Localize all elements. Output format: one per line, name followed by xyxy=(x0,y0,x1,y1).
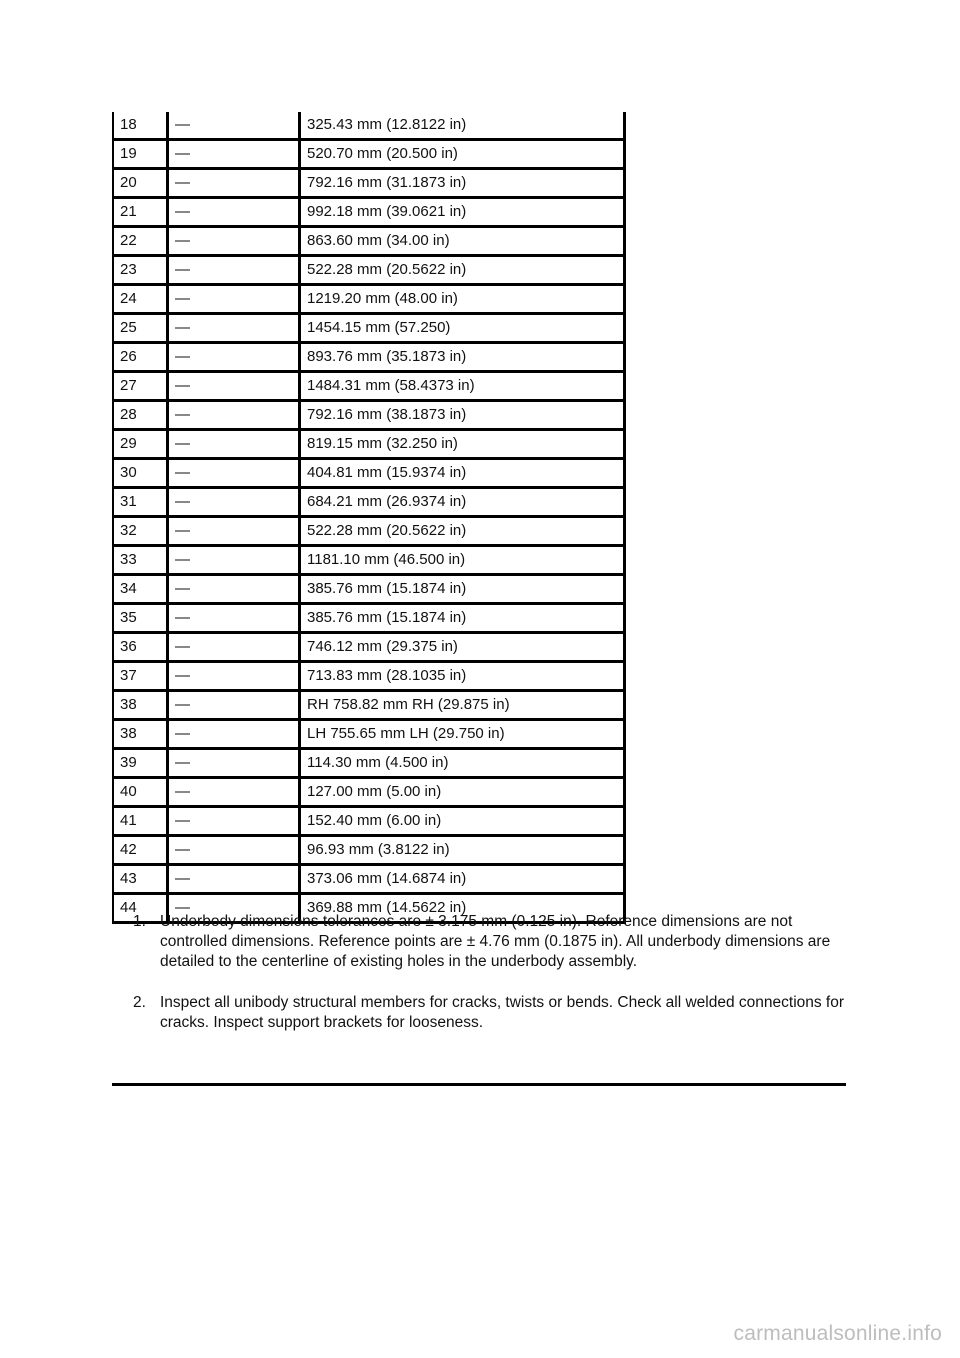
dimension-value-cell: RH 758.82 mm RH (29.875 in) xyxy=(300,691,625,720)
row-number-cell: 26 xyxy=(113,343,168,372)
table-row xyxy=(113,604,625,633)
dash-cell: — xyxy=(168,720,300,749)
dimension-value-cell: 819.15 mm (32.250 in) xyxy=(300,430,625,459)
table-row xyxy=(113,517,625,546)
row-number-cell: 38 xyxy=(113,720,168,749)
row-number-cell: 39 xyxy=(113,749,168,778)
dash-cell: — xyxy=(168,517,300,546)
dimension-value-cell: 792.16 mm (31.1873 in) xyxy=(300,169,625,198)
row-number-cell: 37 xyxy=(113,662,168,691)
table-row xyxy=(113,575,625,604)
row-number-cell: 20 xyxy=(113,169,168,198)
dimension-value-cell: 404.81 mm (15.9374 in) xyxy=(300,459,625,488)
row-number-cell: 25 xyxy=(113,314,168,343)
dash-cell: — xyxy=(168,749,300,778)
dimension-value-cell: 96.93 mm (3.8122 in) xyxy=(300,836,625,865)
row-number-cell: 27 xyxy=(113,372,168,401)
dash-cell: — xyxy=(168,343,300,372)
row-number-cell: 41 xyxy=(113,807,168,836)
dash-cell: — xyxy=(168,169,300,198)
table-row xyxy=(113,865,625,894)
dimension-value-cell: 325.43 mm (12.8122 in) xyxy=(300,112,625,140)
row-number-cell: 19 xyxy=(113,140,168,169)
dimension-value-cell: 373.06 mm (14.6874 in) xyxy=(300,865,625,894)
dimension-value-cell: 1454.15 mm (57.250) xyxy=(300,314,625,343)
dimension-value-cell: 992.18 mm (39.0621 in) xyxy=(300,198,625,227)
dash-cell: — xyxy=(168,575,300,604)
dash-cell: — xyxy=(168,314,300,343)
row-number-cell: 31 xyxy=(113,488,168,517)
dash-cell: — xyxy=(168,401,300,430)
dash-cell: — xyxy=(168,140,300,169)
row-number-cell: 23 xyxy=(113,256,168,285)
row-number-cell: 22 xyxy=(113,227,168,256)
table-row xyxy=(113,459,625,488)
row-number-cell: 28 xyxy=(113,401,168,430)
row-number-cell: 35 xyxy=(113,604,168,633)
dimension-value-cell: 127.00 mm (5.00 in) xyxy=(300,778,625,807)
row-number-cell: 44 xyxy=(113,894,168,923)
dimension-value-cell: 863.60 mm (34.00 in) xyxy=(300,227,625,256)
dimension-value-cell: 520.70 mm (20.500 in) xyxy=(300,140,625,169)
note-text: Underbody dimensions tolerances are ± 3.175 mm (0.125 in). Reference dimensions are not controlled dimensions. Reference points are ± 4.76 mm (0.1875 in). All underbody dimensions are detailed to the centerline of existing holes in the underbody assembly. xyxy=(160,913,831,970)
dash-cell: — xyxy=(168,488,300,517)
table-row xyxy=(113,314,625,343)
row-number-cell: 36 xyxy=(113,633,168,662)
dimension-value-cell: 152.40 mm (6.00 in) xyxy=(300,807,625,836)
dimension-value-cell: 114.30 mm (4.500 in) xyxy=(300,749,625,778)
table-row xyxy=(113,546,625,575)
row-number-cell: 42 xyxy=(113,836,168,865)
table-row xyxy=(113,112,625,140)
dash-cell: — xyxy=(168,198,300,227)
note-text: Inspect all unibody structural members for cracks, twists or bends. Check all welded connections for cracks. Inspect support brackets for looseness. xyxy=(160,994,845,1031)
dash-cell: — xyxy=(168,807,300,836)
table-row xyxy=(113,633,625,662)
row-number-cell: 40 xyxy=(113,778,168,807)
notes-list xyxy=(133,912,848,1054)
row-number-cell: 34 xyxy=(113,575,168,604)
table-row xyxy=(113,662,625,691)
dimension-value-cell: 792.16 mm (38.1873 in) xyxy=(300,401,625,430)
dimension-table xyxy=(112,112,626,924)
dimension-value-cell: 369.88 mm (14.5622 in) xyxy=(300,894,625,923)
dash-cell: — xyxy=(168,285,300,314)
table-row xyxy=(113,140,625,169)
table-row xyxy=(113,691,625,720)
row-number-cell: 38 xyxy=(113,691,168,720)
dimension-value-cell: 1484.31 mm (58.4373 in) xyxy=(300,372,625,401)
watermark-text: carmanualsonline.info xyxy=(733,1322,942,1345)
dash-cell: — xyxy=(168,112,300,140)
row-number-cell: 32 xyxy=(113,517,168,546)
dash-cell: — xyxy=(168,256,300,285)
dimension-value-cell: 1219.20 mm (48.00 in) xyxy=(300,285,625,314)
dimension-value-cell: 713.83 mm (28.1035 in) xyxy=(300,662,625,691)
dimension-table-container xyxy=(112,112,626,924)
dimension-value-cell: LH 755.65 mm LH (29.750 in) xyxy=(300,720,625,749)
dimension-value-cell: 385.76 mm (15.1874 in) xyxy=(300,575,625,604)
dash-cell: — xyxy=(168,894,300,923)
dash-cell: — xyxy=(168,372,300,401)
dash-cell: — xyxy=(168,865,300,894)
row-number-cell: 24 xyxy=(113,285,168,314)
table-row xyxy=(113,836,625,865)
note-number: 2. xyxy=(133,994,146,1011)
table-row xyxy=(113,256,625,285)
note-item xyxy=(133,993,848,1033)
dash-cell: — xyxy=(168,836,300,865)
row-number-cell: 30 xyxy=(113,459,168,488)
dash-cell: — xyxy=(168,430,300,459)
table-row xyxy=(113,749,625,778)
table-row xyxy=(113,430,625,459)
table-row xyxy=(113,778,625,807)
table-row xyxy=(113,720,625,749)
dimension-value-cell: 684.21 mm (26.9374 in) xyxy=(300,488,625,517)
dash-cell: — xyxy=(168,662,300,691)
row-number-cell: 21 xyxy=(113,198,168,227)
table-row xyxy=(113,401,625,430)
dimension-value-cell: 385.76 mm (15.1874 in) xyxy=(300,604,625,633)
dash-cell: — xyxy=(168,604,300,633)
row-number-cell: 18 xyxy=(113,112,168,140)
table-row xyxy=(113,227,625,256)
row-number-cell: 29 xyxy=(113,430,168,459)
page-divider xyxy=(112,1083,846,1086)
dimension-value-cell: 522.28 mm (20.5622 in) xyxy=(300,256,625,285)
dash-cell: — xyxy=(168,227,300,256)
dimension-value-cell: 522.28 mm (20.5622 in) xyxy=(300,517,625,546)
row-number-cell: 43 xyxy=(113,865,168,894)
table-row xyxy=(113,343,625,372)
dash-cell: — xyxy=(168,546,300,575)
table-row xyxy=(113,198,625,227)
dash-cell: — xyxy=(168,691,300,720)
dash-cell: — xyxy=(168,778,300,807)
table-row xyxy=(113,372,625,401)
note-number: 1. xyxy=(133,913,146,930)
table-row xyxy=(113,169,625,198)
table-row xyxy=(113,807,625,836)
dimension-table-body xyxy=(113,112,625,923)
note-item xyxy=(133,912,848,972)
row-number-cell: 33 xyxy=(113,546,168,575)
dash-cell: — xyxy=(168,633,300,662)
dash-cell: — xyxy=(168,459,300,488)
table-row xyxy=(113,488,625,517)
table-row xyxy=(113,285,625,314)
dimension-value-cell: 746.12 mm (29.375 in) xyxy=(300,633,625,662)
dimension-value-cell: 1181.10 mm (46.500 in) xyxy=(300,546,625,575)
dimension-value-cell: 893.76 mm (35.1873 in) xyxy=(300,343,625,372)
